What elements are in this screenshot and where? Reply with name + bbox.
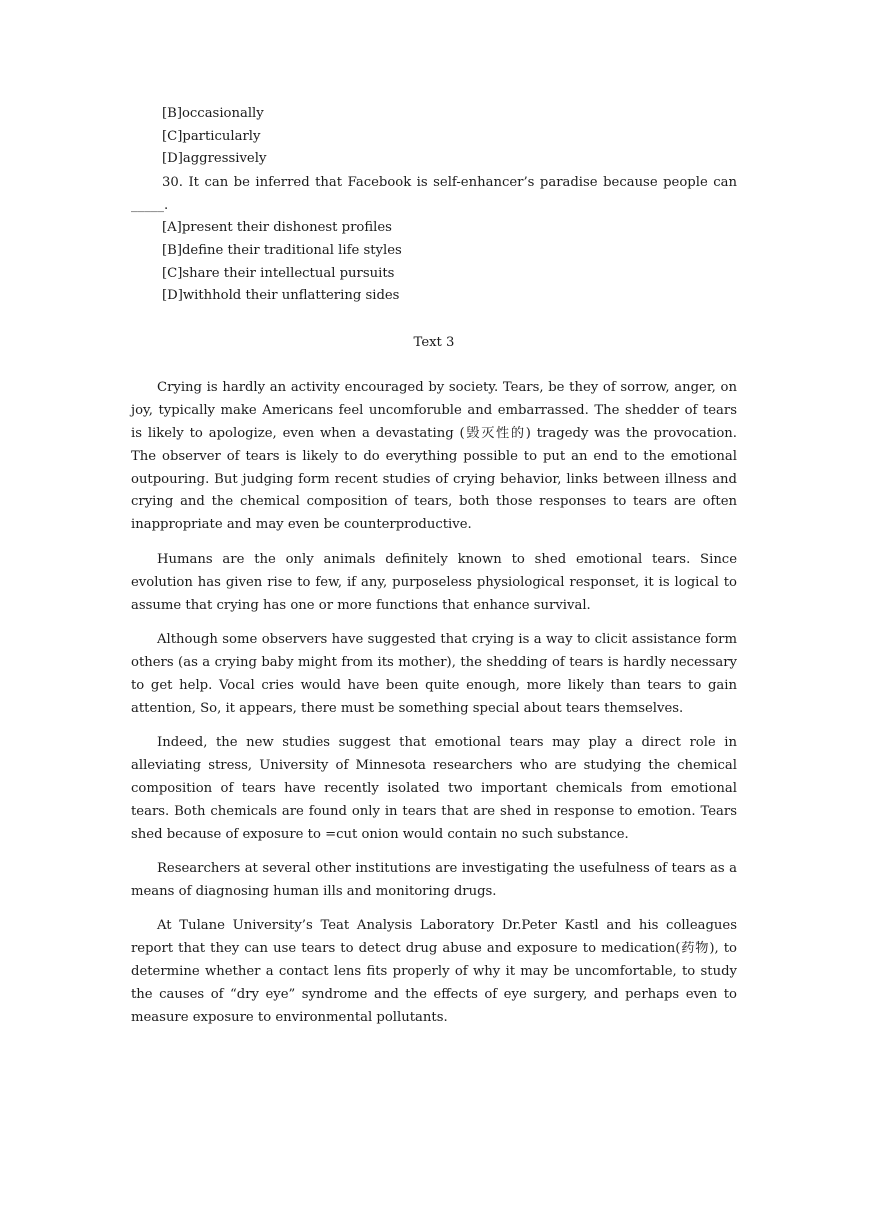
paragraph-1: Crying is hardly an activity encouraged by society. Tears, be they of sorrow, anger, on joy, typically make Americans feel uncomforuble and embarrassed. The shedder of tears is likely to apologize, even when a devastating (毁灭性的) tragedy was the provocation. The observer of tears is likely to do everything possible to put an end to the emotional outpouring. But judging form recent studies of crying behavior, links between illness and crying and the chemical composition of tears, both those responses to tears are often inappropriate and may even be counterproductive. [131,379,737,533]
q30-option-d: [D]withhold their unflattering sides [162,288,400,304]
q29-option-d: [D]aggressively [162,151,267,167]
question-30-stem: 30. It can be inferred that Facebook is self-enhancer’s paradise because people can _____. [131,175,737,214]
page-content [131,103,737,1041]
q30-option-b: [B]define their traditional life styles [162,242,402,258]
paragraph-2: Humans are the only animals definitely known to shed emotional tears. Since evolution has given rise to few, if any, purposeless physiological responset, it is logical to assume that crying has one or more functions that enhance survival. [131,551,737,613]
section-title: Text 3 [413,334,455,350]
q29-option-c: [C]particularly [162,128,261,144]
q30-option-c: [C]share their intellectual pursuits [162,265,395,281]
q30-option-a: [A]present their dishonest profiles [162,220,392,236]
paragraph-5: Researchers at several other institutions are investigating the usefulness of tears as a means of diagnosing human ills and monitoring drugs. [131,861,737,900]
paragraph-6: At Tulane University’s Teat Analysis Laboratory Dr.Peter Kastl and his colleagues report that they can use tears to detect drug abuse and exposure to medication(药物), to determine whether a contact lens fits properly of why it may be uncomfortable, to study the causes of “dry eye” syndrome and the effects of eye surgery, and perhaps even to measure exposure to environmental pollutants. [131,918,737,1026]
paragraph-4: Indeed, the new studies suggest that emotional tears may play a direct role in alleviating stress, University of Minnesota researchers who are studying the chemical composition of tears have recently isolated two important chemicals from emotional tears. Both chemicals are found only in tears that are shed in response to emotion. Tears shed because of exposure to =cut onion would contain no such substance. [131,735,737,842]
q29-options [131,103,737,171]
text3-body [131,377,737,1030]
paragraph-3: Although some observers have suggested that crying is a way to clicit assistance form others (as a crying baby might from its mother), the shedding of tears is hardly necessary to get help. Vocal cries would have been quite enough, more likely than tears to gain attention, So, it appears, there must be something special about tears themselves. [131,631,737,716]
q29-option-b: [B]occasionally [162,106,264,121]
question-30 [131,171,737,308]
